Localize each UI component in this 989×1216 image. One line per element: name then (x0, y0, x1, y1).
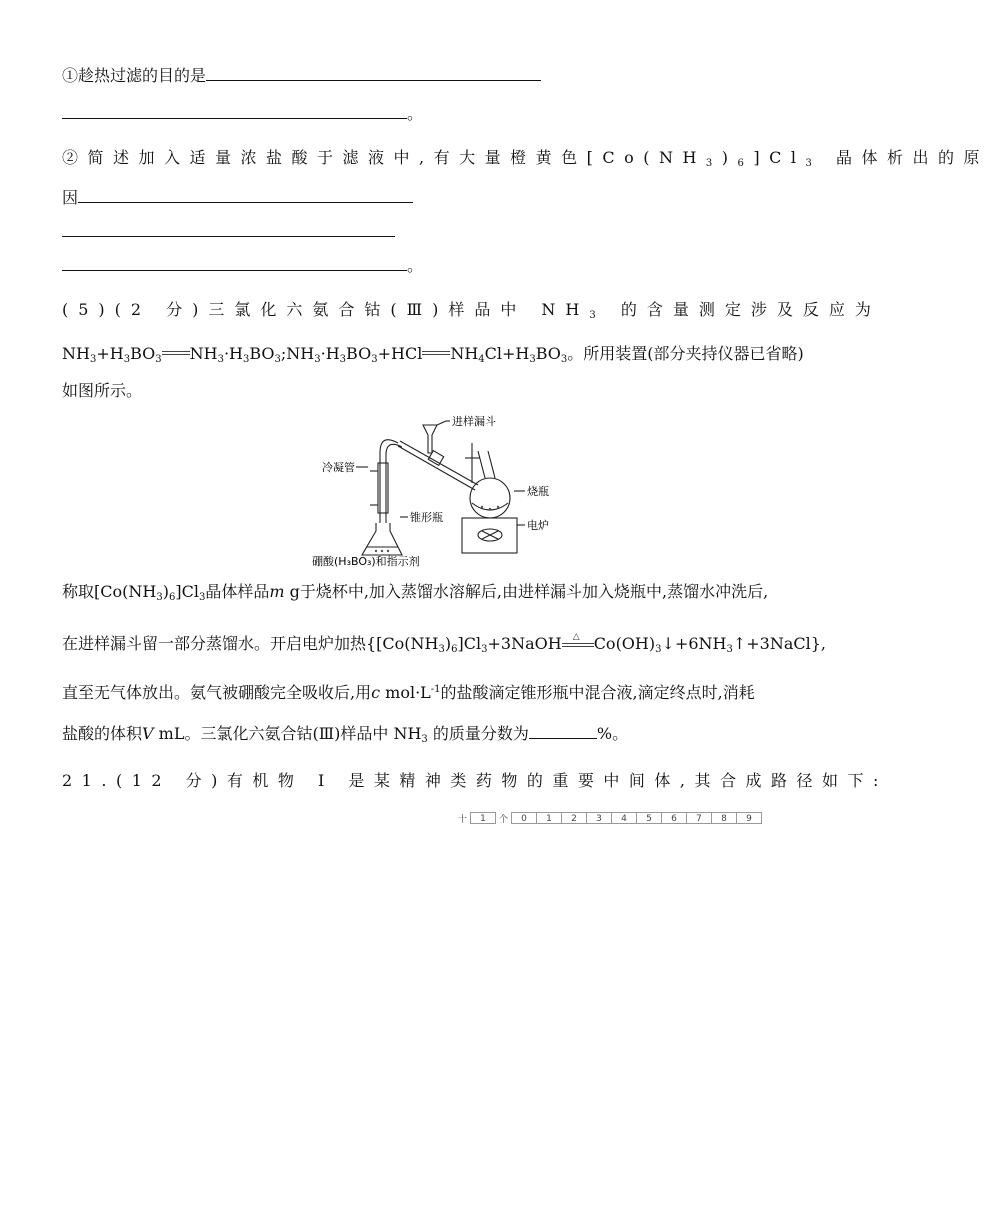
q4-line-1: ①趁热过滤的目的是 (62, 64, 541, 86)
digit-cell[interactable]: 0 (511, 812, 537, 824)
answer-blank[interactable] (62, 220, 395, 237)
label-furnace: 电炉 (527, 519, 549, 532)
digit-cell[interactable]: 3 (586, 812, 612, 824)
digit-cell[interactable]: 1 (536, 812, 562, 824)
digit-cell[interactable]: 4 (611, 812, 637, 824)
digit-cell[interactable]: 6 (661, 812, 687, 824)
q5-reaction-line: $NH_3+H_3BO_3$ $NH_3\cdot H_3BO_3;NH_3\cdot H_3BO_3+HCl$ $NH_4Cl+H_3BO_3$。所用装置(部分夹持仪器已省略) (62, 344, 804, 365)
q4-line-6: 。 (62, 254, 423, 276)
q4-line-3: ②简述加入适量浓盐酸于滤液中,有大量橙黄色$[Co(NH_3)_6]Cl_3$ 晶体析出的原 (62, 148, 989, 169)
digit-cell[interactable]: 8 (711, 812, 737, 824)
q4-line-4: 因 (62, 186, 413, 208)
q4-line-5 (62, 220, 395, 242)
equals-sign (422, 349, 450, 361)
digit-cell[interactable]: 9 (736, 812, 762, 824)
answer-digit-bar (455, 811, 762, 825)
answer-blank[interactable] (206, 64, 541, 81)
equals-sign (162, 349, 190, 361)
answer-blank[interactable] (62, 254, 407, 271)
label-condenser: 冷凝管 (322, 461, 355, 474)
answer-blank[interactable] (529, 722, 597, 739)
apparatus-figure (310, 413, 550, 568)
digit-cell[interactable]: 7 (686, 812, 712, 824)
q4-line-2: 。 (62, 102, 423, 124)
label-boric-acid: 硼酸(H₃BO₃)和指示剂 (312, 555, 420, 568)
heating-equals-sign: △ (562, 639, 594, 651)
label-flask: 烧瓶 (527, 485, 549, 498)
q5-para-4: 盐酸的体积V mL。三氯化六氨合钴(Ⅲ)样品中 $NH_3$ 的质量分数为 %。 (62, 724, 629, 745)
funnel-shape (423, 425, 437, 453)
q21-text: 21.(12 分)有机物 I 是某精神类药物的重要中间体,其合成路径如下: (62, 771, 888, 790)
q5-intro: (5)(2 分)三氯化六氨合钴(Ⅲ)样品中 $NH_3$ 的含量测定涉及反应为 (62, 300, 881, 321)
q5-para-3: 直至无气体放出。氨气被硼酸完全吸收后,用c $mol\cdot L^{-1}$的盐酸滴定锥形瓶中混合液,滴定终点时,消耗 (62, 683, 755, 702)
answer-blank[interactable] (78, 186, 413, 203)
q5-para-1: 称取$[Co(NH_3)_6]Cl_3$晶体样品m g于烧杯中,加入蒸馏水溶解后,由进样漏斗加入烧瓶中,蒸馏水冲洗后, (62, 582, 769, 603)
answer-blank[interactable] (62, 102, 407, 119)
label-funnel: 进样漏斗 (452, 415, 496, 428)
q5-para-2: 在进样漏斗留一部分蒸馏水。开启电炉加热{$[Co(NH_3)_6]Cl_3+3NaOH$ △ $Co(OH)_3↓+6NH_3↑+3NaCl$}, (62, 631, 826, 655)
digit-cell[interactable]: 2 (561, 812, 587, 824)
ones-label: 个 (499, 814, 509, 825)
digit-cell[interactable]: 5 (636, 812, 662, 824)
tens-cell[interactable]: 1 (470, 812, 496, 824)
q5-figure-ref: 如图所示。 (62, 381, 143, 400)
label-conical-flask: 锥形瓶 (410, 511, 443, 524)
tens-label: 十 (458, 814, 468, 825)
